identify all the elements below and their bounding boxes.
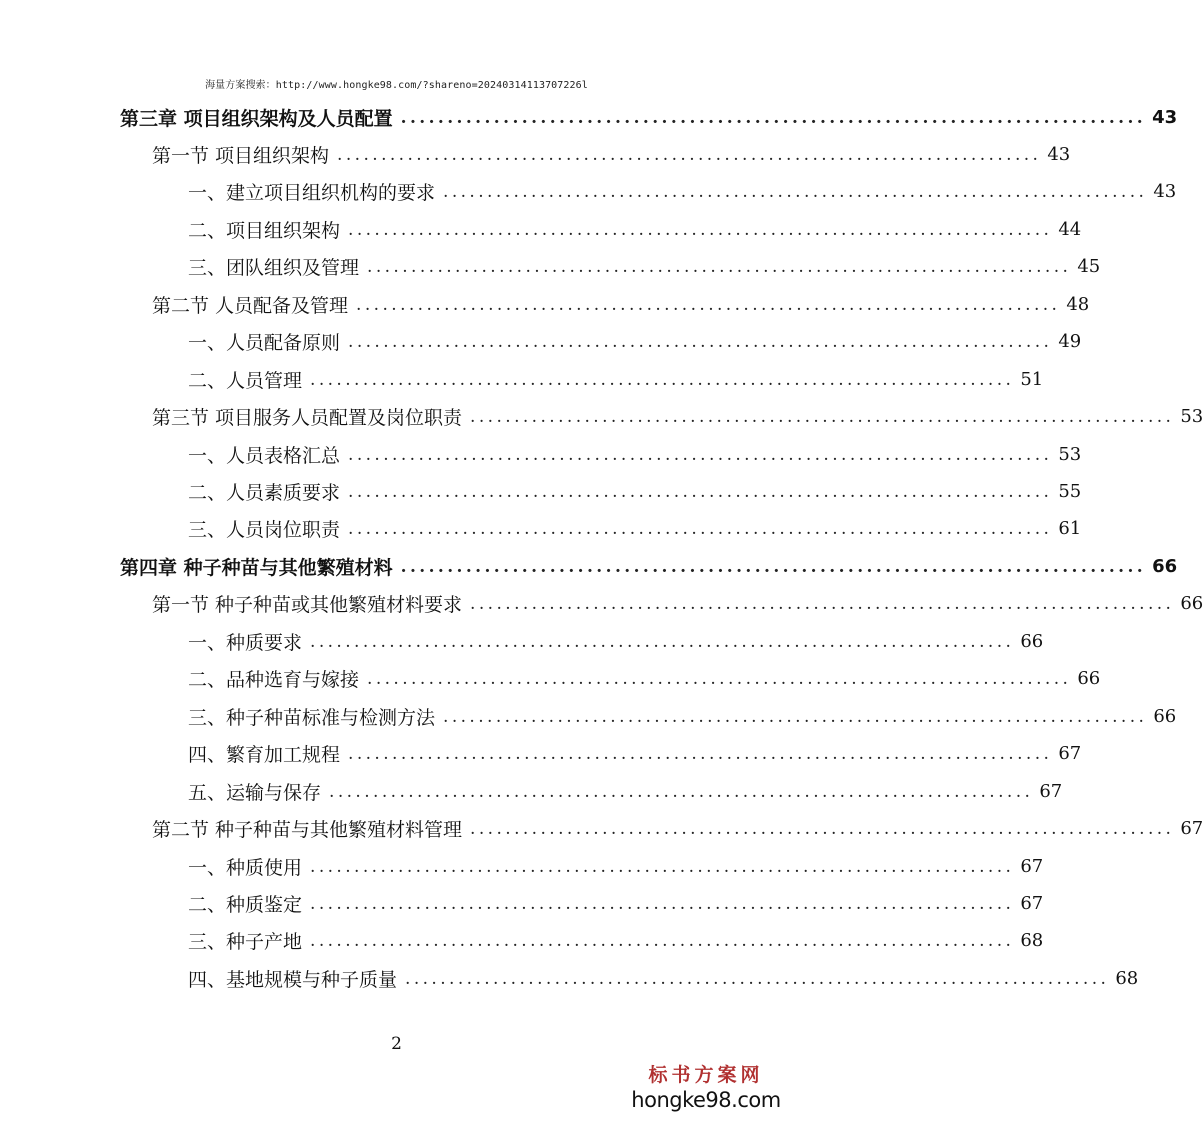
- toc-entry-item[interactable]: [188, 363, 1044, 395]
- toc-entry-page: 53: [1058, 443, 1082, 465]
- toc-entry-page: 66: [1077, 668, 1101, 690]
- page-header-search-url: 海量方案搜索：http://www.hongke98.com/?shareno=20240314113707226l: [205, 80, 588, 91]
- toc-entry-title: 三、种子种苗标准与检测方法: [188, 706, 436, 729]
- toc-entry-item[interactable]: [188, 213, 1082, 245]
- toc-leader-dots: ................................................................................: [348, 519, 1053, 540]
- toc-leader-dots: ................................................................................: [470, 594, 1175, 615]
- toc-entry-item[interactable]: [188, 176, 1177, 208]
- toc-leader-dots: ................................................................................: [470, 819, 1175, 840]
- toc-entry-section[interactable]: [152, 813, 1203, 845]
- toc-leader-dots: ................................................................................: [400, 556, 1147, 577]
- toc-entry-page: 68: [1020, 930, 1044, 952]
- toc-entry-page: 67: [1180, 818, 1203, 840]
- toc-leader-dots: ................................................................................: [310, 631, 1015, 652]
- toc-entry-title: 三、种子产地: [188, 931, 303, 954]
- toc-entry-item[interactable]: [188, 962, 1139, 994]
- toc-leader-dots: ................................................................................: [470, 407, 1175, 428]
- toc-entry-page: 67: [1058, 743, 1082, 765]
- watermark-logo: [631, 1060, 781, 1112]
- toc-entry-title: 三、团队组织及管理: [188, 257, 360, 280]
- page-number: 2: [391, 1034, 402, 1054]
- toc-entry-title: 一、建立项目组织机构的要求: [188, 182, 436, 205]
- toc-entry-item[interactable]: [188, 476, 1082, 508]
- toc-entry-page: 68: [1115, 967, 1139, 989]
- toc-entry-section[interactable]: [152, 588, 1203, 620]
- toc-entry-page: 49: [1058, 331, 1082, 353]
- toc-entry-title: 二、品种选育与嫁接: [188, 669, 360, 692]
- toc-entry-title: 一、人员配备原则: [188, 332, 341, 355]
- toc-entry-page: 53: [1180, 406, 1203, 428]
- toc-entry-page: 48: [1066, 293, 1090, 315]
- toc-entry-item[interactable]: [188, 738, 1082, 770]
- toc-entry-title: 二、种质鉴定: [188, 893, 303, 916]
- toc-entry-title: 第二节 种子种苗与其他繁殖材料管理: [152, 819, 463, 842]
- toc-leader-dots: ................................................................................: [337, 144, 1042, 165]
- toc-entry-page: 43: [1152, 106, 1178, 128]
- toc-entry-item[interactable]: [188, 663, 1101, 695]
- toc-leader-dots: ................................................................................: [443, 182, 1148, 203]
- toc-entry-item[interactable]: [188, 625, 1044, 657]
- toc-entry-title: 二、人员管理: [188, 369, 303, 392]
- toc-entry-item[interactable]: [188, 700, 1177, 732]
- toc-entry-page: 67: [1039, 780, 1063, 802]
- toc-entry-page: 55: [1058, 481, 1082, 502]
- toc-entry-title: 第四章 种子种苗与其他繁殖材料: [120, 556, 393, 579]
- toc-leader-dots: ................................................................................: [443, 706, 1148, 727]
- toc-leader-dots: ................................................................................: [348, 332, 1053, 353]
- toc-entry-title: 三、人员岗位职责: [188, 519, 341, 542]
- toc-entry-page: 43: [1153, 181, 1177, 203]
- toc-entry-item[interactable]: [188, 925, 1044, 957]
- toc-entry-chapter[interactable]: [120, 101, 1178, 133]
- toc-entry-page: 66: [1180, 593, 1203, 615]
- toc-leader-dots: ................................................................................: [348, 482, 1053, 502]
- toc-entry-title: 二、项目组织架构: [188, 219, 341, 242]
- toc-entry-item[interactable]: [188, 850, 1044, 882]
- toc-entry-title: 五、运输与保存: [188, 781, 322, 804]
- toc-entry-title: 第一节 项目组织架构: [152, 144, 330, 167]
- toc-entry-section[interactable]: [152, 401, 1203, 433]
- toc-leader-dots: ................................................................................: [310, 369, 1015, 390]
- toc-entry-page: 61: [1058, 518, 1082, 540]
- toc-entry-page: 67: [1020, 892, 1044, 914]
- toc-leader-dots: ................................................................................: [367, 669, 1072, 690]
- toc-leader-dots: ................................................................................: [310, 856, 1015, 877]
- toc-entry-title: 一、种质要求: [188, 631, 303, 654]
- toc-entry-page: 45: [1077, 256, 1101, 278]
- toc-leader-dots: ................................................................................: [405, 968, 1110, 989]
- toc-leader-dots: ................................................................................: [348, 219, 1053, 240]
- toc-entry-title: 四、繁育加工规程: [188, 744, 341, 767]
- toc-entry-page: 66: [1152, 555, 1178, 577]
- watermark-url: hongke98.com: [631, 1088, 781, 1112]
- toc-entry-chapter[interactable]: [120, 550, 1178, 582]
- toc-leader-dots: ................................................................................: [310, 931, 1015, 952]
- toc-leader-dots: ................................................................................: [367, 257, 1072, 278]
- toc-leader-dots: ................................................................................: [329, 781, 1034, 802]
- toc-entry-title: 第一节 种子种苗或其他繁殖材料要求: [152, 594, 463, 617]
- toc-leader-dots: ................................................................................: [348, 444, 1053, 465]
- toc-leader-dots: ................................................................................: [310, 893, 1015, 914]
- toc-entry-item[interactable]: [188, 775, 1063, 807]
- toc-entry-section[interactable]: [152, 138, 1071, 170]
- toc-entry-title: 二、人员素质要求: [188, 482, 341, 504]
- toc-entry-page: 66: [1020, 630, 1044, 652]
- toc-entry-item[interactable]: [188, 438, 1082, 470]
- toc-entry-item[interactable]: [188, 513, 1082, 545]
- toc-entry-item[interactable]: [188, 326, 1082, 358]
- toc-entry-page: 51: [1020, 368, 1044, 390]
- toc-entry-page: 43: [1047, 143, 1071, 165]
- toc-entry-page: 44: [1058, 218, 1082, 240]
- toc-entry-title: 第三节 项目服务人员配置及岗位职责: [152, 407, 463, 430]
- toc-entry-page: 66: [1153, 705, 1177, 727]
- toc-leader-dots: ................................................................................: [356, 294, 1061, 315]
- toc-entry-title: 第二节 人员配备及管理: [152, 294, 349, 317]
- toc-entry-title: 一、种质使用: [188, 856, 303, 879]
- watermark-brand: 标书方案网: [648, 1064, 764, 1086]
- toc-leader-dots: ................................................................................: [348, 744, 1053, 765]
- toc-entry-title: 第三章 项目组织架构及人员配置: [120, 107, 393, 130]
- toc-entry-item[interactable]: [188, 887, 1044, 919]
- toc-entry-title: 一、人员表格汇总: [188, 444, 341, 467]
- toc-entry-item[interactable]: [188, 251, 1101, 283]
- toc-entry-section[interactable]: [152, 288, 1090, 320]
- toc-entry-title: 四、基地规模与种子质量: [188, 968, 398, 991]
- toc-leader-dots: ................................................................................: [400, 107, 1147, 128]
- toc-entry-page: 67: [1020, 855, 1044, 877]
